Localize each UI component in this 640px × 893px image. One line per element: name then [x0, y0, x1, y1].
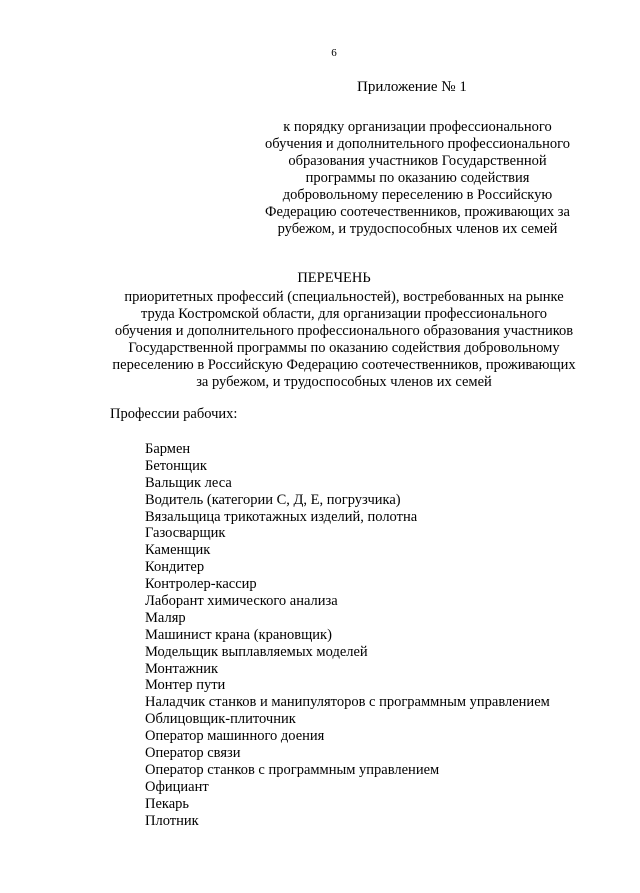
appendix-subtitle-line: к порядку организации профессионального — [283, 119, 552, 135]
profession-item: Газосварщик — [145, 525, 226, 542]
profession-item: Оператор машинного доения — [145, 728, 325, 745]
profession-item: Наладчик станков и манипуляторов с программным управлением — [145, 694, 550, 711]
profession-item: Вальщик леса — [145, 474, 232, 491]
profession-item: Каменщик — [145, 542, 211, 559]
page-number: 6 — [331, 47, 337, 59]
profession-item: Оператор связи — [145, 745, 241, 762]
list-subtitle-line: Государственной программы по оказанию содействия добровольному — [128, 340, 560, 356]
profession-item: Кондитер — [145, 559, 205, 576]
profession-item: Монтер пути — [145, 677, 226, 694]
profession-item: Контролер-кассир — [145, 576, 257, 593]
profession-item: Плотник — [145, 812, 199, 829]
profession-item: Пекарь — [145, 795, 190, 812]
list-subtitle-line: приоритетных профессий (специальностей), востребованных на рынке — [124, 289, 564, 305]
profession-list — [145, 441, 550, 829]
list-subtitle — [60, 289, 628, 391]
profession-item: Водитель (категории С, Д, Е, погрузчика) — [145, 491, 401, 508]
list-subtitle-line: за рубежом, и трудоспособных членов их семей — [196, 374, 492, 390]
profession-item: Официант — [145, 778, 209, 795]
profession-item: Оператор станков с программным управлением — [145, 761, 440, 778]
list-subtitle-line: труда Костромской области, для организации профессионального — [140, 306, 548, 322]
appendix-subtitle-line: Федерацию соотечественников, проживающих за — [265, 204, 570, 220]
profession-item: Бармен — [145, 441, 191, 457]
appendix-subtitle-line: обучения и дополнительного профессионального — [265, 136, 570, 152]
profession-item: Бетонщик — [145, 457, 207, 474]
profession-item: Машинист крана (крановщик) — [145, 626, 332, 643]
appendix-title: Приложение № 1 — [357, 79, 467, 95]
profession-item: Модельщик выплавляемых моделей — [145, 643, 368, 660]
list-subtitle-line: переселению в Российскую Федерацию соотечественников, проживающих — [112, 357, 576, 373]
appendix-subtitle-line: образования участников Государственной — [288, 153, 547, 169]
profession-item: Вязальщица трикотажных изделий, полотна — [145, 508, 418, 525]
appendix-subtitle-line: программы по оказанию содействия — [305, 170, 530, 186]
appendix-subtitle-line: рубежом, и трудоспособных членов их семей — [277, 221, 558, 237]
profession-item: Маляр — [145, 609, 186, 626]
list-title: ПЕРЕЧЕНЬ — [297, 270, 371, 286]
profession-item: Облицовщик-плиточник — [145, 711, 296, 728]
profession-item: Монтажник — [145, 660, 219, 677]
appendix-subtitle — [240, 119, 595, 238]
section-heading: Профессии рабочих: — [110, 406, 238, 422]
list-subtitle-line: обучения и дополнительного профессионального образования участников — [114, 323, 574, 339]
appendix-subtitle-line: добровольному переселению в Российскую — [282, 187, 553, 203]
profession-item: Лаборант химического анализа — [145, 593, 338, 610]
